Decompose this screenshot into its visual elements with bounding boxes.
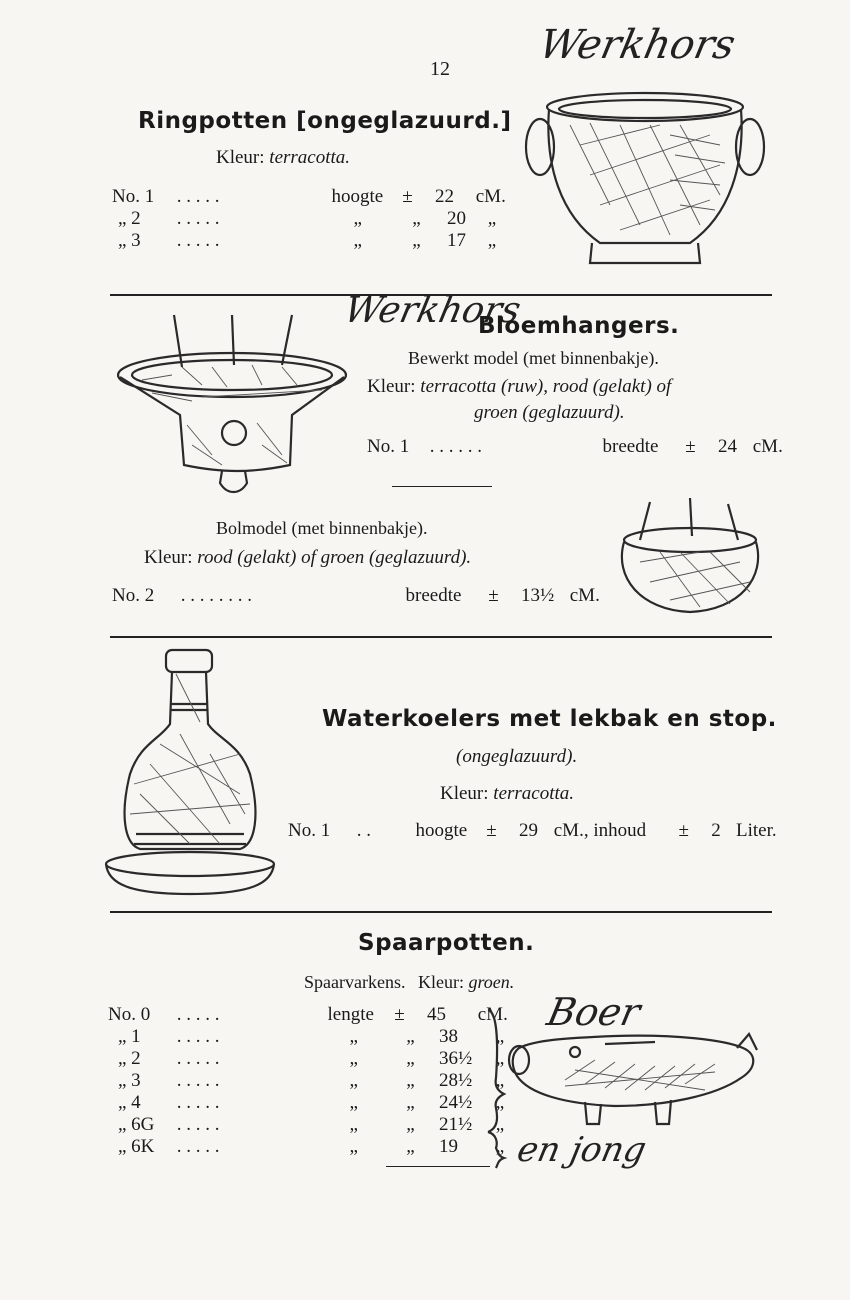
row-label: lengte [327, 1004, 374, 1025]
row-unit: Liter. [736, 820, 777, 841]
row-pm: ± [488, 585, 499, 606]
kleur-value: rood (gelakt) of groen (geglazuurd). [197, 547, 472, 568]
row-no: „ 6K [118, 1136, 155, 1157]
kleur-label: Kleur: [440, 783, 489, 804]
row-unit: cM. [477, 1004, 508, 1025]
row-label: breedte [602, 436, 659, 457]
row-dots: . . . . . . . . [180, 585, 252, 606]
row-value: 29 [519, 820, 538, 841]
handwritten-note-top: Werkhors [535, 22, 740, 68]
row-pm: „ [412, 208, 421, 229]
row-label: breedte [405, 585, 462, 606]
bloemhangers-no-line [367, 436, 783, 458]
kleur-label: Kleur: [216, 147, 265, 168]
table-row [118, 1136, 504, 1158]
row-dots: . . . . . [176, 1092, 220, 1113]
spaarpotten-title: Spaarpotten. [358, 930, 535, 956]
bloemhangers-kleur [367, 376, 671, 398]
row-unit: „ [495, 1048, 505, 1069]
row-label: hoogte [415, 820, 468, 841]
row-label: „ [349, 1092, 358, 1113]
row-value: 36½ [439, 1048, 473, 1069]
row-dots: . . . . . . [429, 436, 482, 457]
row-no: „ 1 [118, 1026, 141, 1047]
row-unit: „ [495, 1114, 505, 1135]
row-value: 2 [711, 820, 721, 841]
kleur-label: Kleur: [417, 972, 464, 992]
row-no: „ 2 [118, 208, 141, 229]
row-unit: cM. [569, 585, 600, 606]
ring-pot-illustration [520, 85, 770, 275]
bolmodel-kleur [144, 547, 471, 569]
row-no: „ 2 [118, 1048, 141, 1069]
row-dots: . . . . . [176, 1114, 220, 1135]
row-unit: cM., inhoud [553, 820, 647, 841]
bloemhangers-kleur-line2: groen (geglazuurd). [474, 402, 625, 423]
row-value: 19 [439, 1136, 458, 1157]
row-dots: . . [356, 820, 371, 841]
row-value: 13½ [521, 585, 555, 606]
table-row [118, 230, 496, 252]
table-row [118, 1026, 504, 1048]
row-pm: „ [406, 1092, 415, 1113]
row-unit: „ [487, 230, 497, 251]
bolmodel-no-line [112, 585, 600, 607]
bloemhangers-sub: Bewerkt model (met binnenbakje). [408, 348, 659, 368]
section-divider [110, 636, 772, 638]
row-value: 20 [447, 208, 466, 229]
kleur-label: Kleur: [367, 376, 416, 397]
bolmodel-sub: Bolmodel (met binnenbakje). [216, 518, 428, 538]
row-value: 17 [447, 230, 466, 251]
row-no: „ 3 [118, 1070, 141, 1091]
row-no: No. 1 [288, 820, 331, 841]
piggy-bank-illustration [505, 1020, 765, 1130]
kleur-value: terracotta. [269, 147, 351, 168]
row-unit: „ [495, 1070, 505, 1091]
short-divider [392, 486, 492, 487]
row-dots: . . . . . [176, 230, 220, 251]
row-no: „ 4 [118, 1092, 141, 1113]
kleur-label: Kleur: [144, 547, 193, 568]
row-pm: „ [406, 1048, 415, 1069]
row-pm: „ [412, 230, 421, 251]
row-unit: „ [495, 1092, 505, 1113]
waterkoelers-no-line [288, 820, 777, 842]
row-value: 24 [718, 436, 737, 457]
row-pm: ± [685, 436, 696, 457]
row-no: „ 6G [118, 1114, 155, 1135]
spaarpotten-sub [304, 972, 514, 993]
row-pm: ± [678, 820, 689, 841]
row-dots: . . . . . [176, 186, 220, 207]
ringpotten-title: Ringpotten [ongeglazuurd.] [138, 108, 512, 134]
row-value: 22 [435, 186, 454, 207]
kleur-value: terracotta. [493, 783, 575, 804]
row-pm: „ [406, 1070, 415, 1091]
row-label: „ [349, 1136, 358, 1157]
waterkoelers-title: Waterkoelers met lekbak en stop. [322, 706, 777, 732]
row-pm: ± [402, 186, 413, 207]
kleur-value: groen. [468, 972, 515, 992]
row-unit: „ [495, 1026, 505, 1047]
waterkoelers-kleur [440, 783, 574, 805]
row-value: 38 [439, 1026, 458, 1047]
row-label: „ [353, 208, 362, 229]
row-label: „ [349, 1070, 358, 1091]
row-dots: . . . . . [176, 208, 220, 229]
row-pm: „ [406, 1136, 415, 1157]
row-pm: „ [406, 1114, 415, 1135]
row-no: No. 1 [367, 436, 410, 457]
row-unit: cM. [752, 436, 783, 457]
handwritten-note-middle: Werkhors [340, 290, 525, 331]
row-pm: ± [486, 820, 497, 841]
ringpotten-kleur [216, 147, 350, 169]
row-unit: „ [487, 208, 497, 229]
bloemhangers-title: Bloemhangers. [478, 313, 680, 339]
table-row [118, 1070, 504, 1092]
handwritten-note-pig-bottom: en jong [513, 1130, 650, 1170]
kleur-value: terracotta (ruw), rood (gelakt) of [420, 376, 672, 397]
row-value: 45 [427, 1004, 446, 1025]
table-row [108, 1004, 508, 1026]
row-label: „ [349, 1048, 358, 1069]
row-label: „ [349, 1114, 358, 1135]
row-unit: „ [495, 1136, 505, 1157]
row-value: 24½ [439, 1092, 473, 1113]
row-no: No. 1 [112, 186, 155, 207]
row-dots: . . . . . [176, 1026, 220, 1047]
table-row [118, 1114, 504, 1136]
row-unit: cM. [475, 186, 506, 207]
row-dots: . . . . . [176, 1048, 220, 1069]
row-dots: . . . . . [176, 1004, 220, 1025]
row-pm: ± [394, 1004, 405, 1025]
row-pm: „ [406, 1026, 415, 1047]
table-row [118, 1048, 504, 1070]
sub-label: Spaarvarkens. [304, 972, 406, 992]
row-dots: . . . . . [176, 1136, 220, 1157]
handwritten-note-pig-top: Boer [543, 990, 645, 1034]
page-number: 12 [430, 58, 450, 80]
table-row [118, 208, 496, 230]
row-label: „ [353, 230, 362, 251]
waterkoelers-sub: (ongeglazuurd). [456, 746, 578, 767]
row-label: hoogte [331, 186, 384, 207]
table-row [112, 186, 506, 208]
bol-pot-illustration [610, 492, 770, 622]
short-divider [386, 1166, 490, 1167]
section-divider [110, 911, 772, 913]
hanging-bowl-illustration [112, 305, 362, 505]
water-cooler-illustration [100, 644, 300, 904]
row-label: „ [349, 1026, 358, 1047]
row-dots: . . . . . [176, 1070, 220, 1091]
table-row [118, 1092, 504, 1114]
row-value: 28½ [439, 1070, 473, 1091]
row-no: No. 2 [112, 585, 155, 606]
row-no: No. 0 [108, 1004, 151, 1025]
row-no: „ 3 [118, 230, 141, 251]
row-value: 21½ [439, 1114, 473, 1135]
